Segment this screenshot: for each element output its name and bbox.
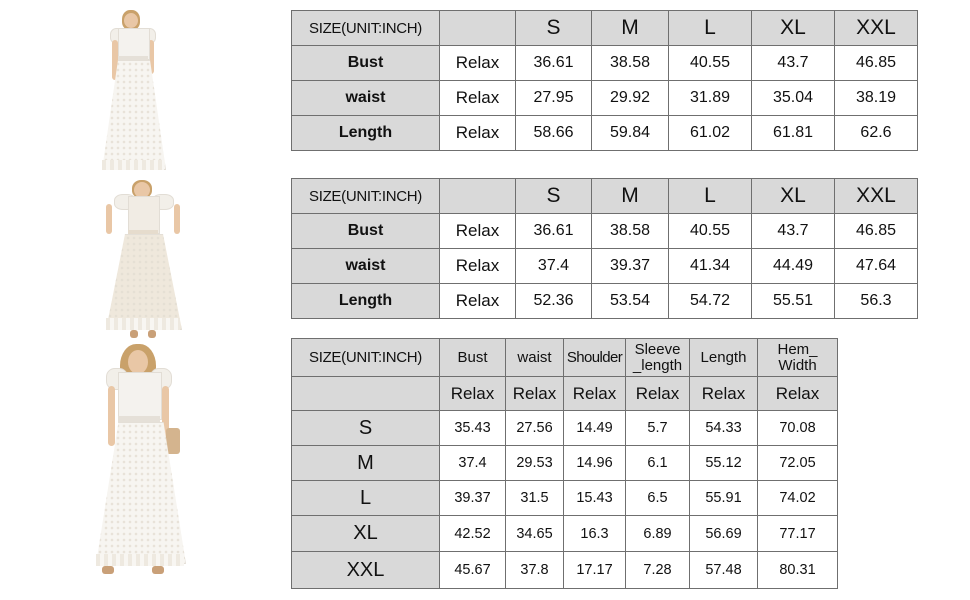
size-table-1 bbox=[291, 10, 918, 151]
value-cell: 39.37 bbox=[440, 481, 506, 516]
value-cell: 36.61 bbox=[516, 46, 592, 81]
value-cell: 55.51 bbox=[752, 284, 835, 319]
value-cell: 41.34 bbox=[669, 249, 752, 284]
value-cell: 17.17 bbox=[564, 552, 626, 589]
value-cell: 70.08 bbox=[758, 411, 838, 446]
size-label: M bbox=[292, 446, 440, 481]
size-table-2 bbox=[291, 178, 918, 319]
dress-photo-3 bbox=[86, 342, 194, 582]
value-cell: 14.49 bbox=[564, 411, 626, 446]
value-cell: 43.7 bbox=[752, 46, 835, 81]
value-cell: 40.55 bbox=[669, 46, 752, 81]
value-cell: 27.95 bbox=[516, 81, 592, 116]
value-cell: 37.4 bbox=[440, 446, 506, 481]
size-l-header: L bbox=[669, 179, 752, 214]
fit-cell: Relax bbox=[440, 116, 516, 151]
value-cell: 55.91 bbox=[690, 481, 758, 516]
value-cell: 31.89 bbox=[669, 81, 752, 116]
table-row bbox=[292, 481, 838, 516]
size-xxl-header: XXL bbox=[835, 11, 918, 46]
table-row bbox=[292, 411, 838, 446]
value-cell: 77.17 bbox=[758, 516, 838, 552]
value-cell: 38.19 bbox=[835, 81, 918, 116]
value-cell: 31.5 bbox=[506, 481, 564, 516]
value-cell: 42.52 bbox=[440, 516, 506, 552]
table-row bbox=[292, 552, 838, 589]
value-cell: 7.28 bbox=[626, 552, 690, 589]
table-row bbox=[292, 116, 918, 151]
value-cell: 6.5 bbox=[626, 481, 690, 516]
row-label: waist bbox=[292, 81, 440, 116]
value-cell: 56.3 bbox=[835, 284, 918, 319]
size-xl-header: XL bbox=[752, 11, 835, 46]
value-cell: 54.72 bbox=[669, 284, 752, 319]
value-cell: 55.12 bbox=[690, 446, 758, 481]
value-cell: 47.64 bbox=[835, 249, 918, 284]
table-row bbox=[292, 214, 918, 249]
fit-cell: Relax bbox=[440, 46, 516, 81]
size-l-header: L bbox=[669, 11, 752, 46]
size-s-header: S bbox=[516, 11, 592, 46]
fit-cell: Relax bbox=[440, 284, 516, 319]
size-unit-header: SIZE(UNIT:INCH) bbox=[292, 179, 440, 214]
value-cell: 27.56 bbox=[506, 411, 564, 446]
size-label: L bbox=[292, 481, 440, 516]
fit-cell: Relax bbox=[440, 81, 516, 116]
value-cell: 45.67 bbox=[440, 552, 506, 589]
size-unit-header: SIZE(UNIT:INCH) bbox=[292, 11, 440, 46]
table-row bbox=[292, 46, 918, 81]
fit-cell: Relax bbox=[440, 214, 516, 249]
value-cell: 6.89 bbox=[626, 516, 690, 552]
col-header-bust: Bust bbox=[440, 339, 506, 377]
blank-header bbox=[440, 11, 516, 46]
size-xxl-header: XXL bbox=[835, 179, 918, 214]
dress-photo-1 bbox=[96, 8, 176, 180]
table-row bbox=[292, 81, 918, 116]
table-row bbox=[292, 446, 838, 481]
value-cell: 74.02 bbox=[758, 481, 838, 516]
table-row bbox=[292, 516, 838, 552]
value-cell: 29.92 bbox=[592, 81, 669, 116]
value-cell: 29.53 bbox=[506, 446, 564, 481]
col-header-length: Length bbox=[690, 339, 758, 377]
value-cell: 80.31 bbox=[758, 552, 838, 589]
value-cell: 44.49 bbox=[752, 249, 835, 284]
value-cell: 38.58 bbox=[592, 214, 669, 249]
value-cell: 58.66 bbox=[516, 116, 592, 151]
blank-header bbox=[440, 179, 516, 214]
value-cell: 40.55 bbox=[669, 214, 752, 249]
fit-header: Relax bbox=[758, 377, 838, 411]
value-cell: 52.36 bbox=[516, 284, 592, 319]
col-header-waist: waist bbox=[506, 339, 564, 377]
size-table-3 bbox=[291, 338, 838, 589]
value-cell: 36.61 bbox=[516, 214, 592, 249]
value-cell: 53.54 bbox=[592, 284, 669, 319]
fit-header: Relax bbox=[506, 377, 564, 411]
table-row bbox=[292, 249, 918, 284]
value-cell: 15.43 bbox=[564, 481, 626, 516]
value-cell: 72.05 bbox=[758, 446, 838, 481]
value-cell: 38.58 bbox=[592, 46, 669, 81]
value-cell: 46.85 bbox=[835, 46, 918, 81]
value-cell: 35.04 bbox=[752, 81, 835, 116]
row-label: Length bbox=[292, 116, 440, 151]
fit-header: Relax bbox=[690, 377, 758, 411]
value-cell: 61.02 bbox=[669, 116, 752, 151]
size-m-header: M bbox=[592, 179, 669, 214]
value-cell: 43.7 bbox=[752, 214, 835, 249]
value-cell: 6.1 bbox=[626, 446, 690, 481]
size-xl-header: XL bbox=[752, 179, 835, 214]
fit-header: Relax bbox=[626, 377, 690, 411]
value-cell: 57.48 bbox=[690, 552, 758, 589]
size-unit-header: SIZE(UNIT:INCH) bbox=[292, 339, 440, 377]
value-cell: 54.33 bbox=[690, 411, 758, 446]
size-s-header: S bbox=[516, 179, 592, 214]
col-header-hem-width: Hem_ Width bbox=[758, 339, 838, 377]
col-header-shoulder: Shoulder bbox=[564, 339, 626, 377]
size-label: XXL bbox=[292, 552, 440, 589]
value-cell: 46.85 bbox=[835, 214, 918, 249]
dress-photo-2 bbox=[100, 180, 186, 342]
fit-header: Relax bbox=[564, 377, 626, 411]
value-cell: 35.43 bbox=[440, 411, 506, 446]
blank-header bbox=[292, 377, 440, 411]
value-cell: 37.8 bbox=[506, 552, 564, 589]
size-m-header: M bbox=[592, 11, 669, 46]
table-row bbox=[292, 284, 918, 319]
row-label: Bust bbox=[292, 214, 440, 249]
size-label: XL bbox=[292, 516, 440, 552]
value-cell: 59.84 bbox=[592, 116, 669, 151]
value-cell: 14.96 bbox=[564, 446, 626, 481]
value-cell: 61.81 bbox=[752, 116, 835, 151]
value-cell: 37.4 bbox=[516, 249, 592, 284]
value-cell: 34.65 bbox=[506, 516, 564, 552]
row-label: waist bbox=[292, 249, 440, 284]
fit-cell: Relax bbox=[440, 249, 516, 284]
value-cell: 16.3 bbox=[564, 516, 626, 552]
fit-header: Relax bbox=[440, 377, 506, 411]
row-label: Bust bbox=[292, 46, 440, 81]
value-cell: 56.69 bbox=[690, 516, 758, 552]
value-cell: 39.37 bbox=[592, 249, 669, 284]
col-header-sleeve-length: Sleeve _length bbox=[626, 339, 690, 377]
value-cell: 5.7 bbox=[626, 411, 690, 446]
value-cell: 62.6 bbox=[835, 116, 918, 151]
size-label: S bbox=[292, 411, 440, 446]
row-label: Length bbox=[292, 284, 440, 319]
